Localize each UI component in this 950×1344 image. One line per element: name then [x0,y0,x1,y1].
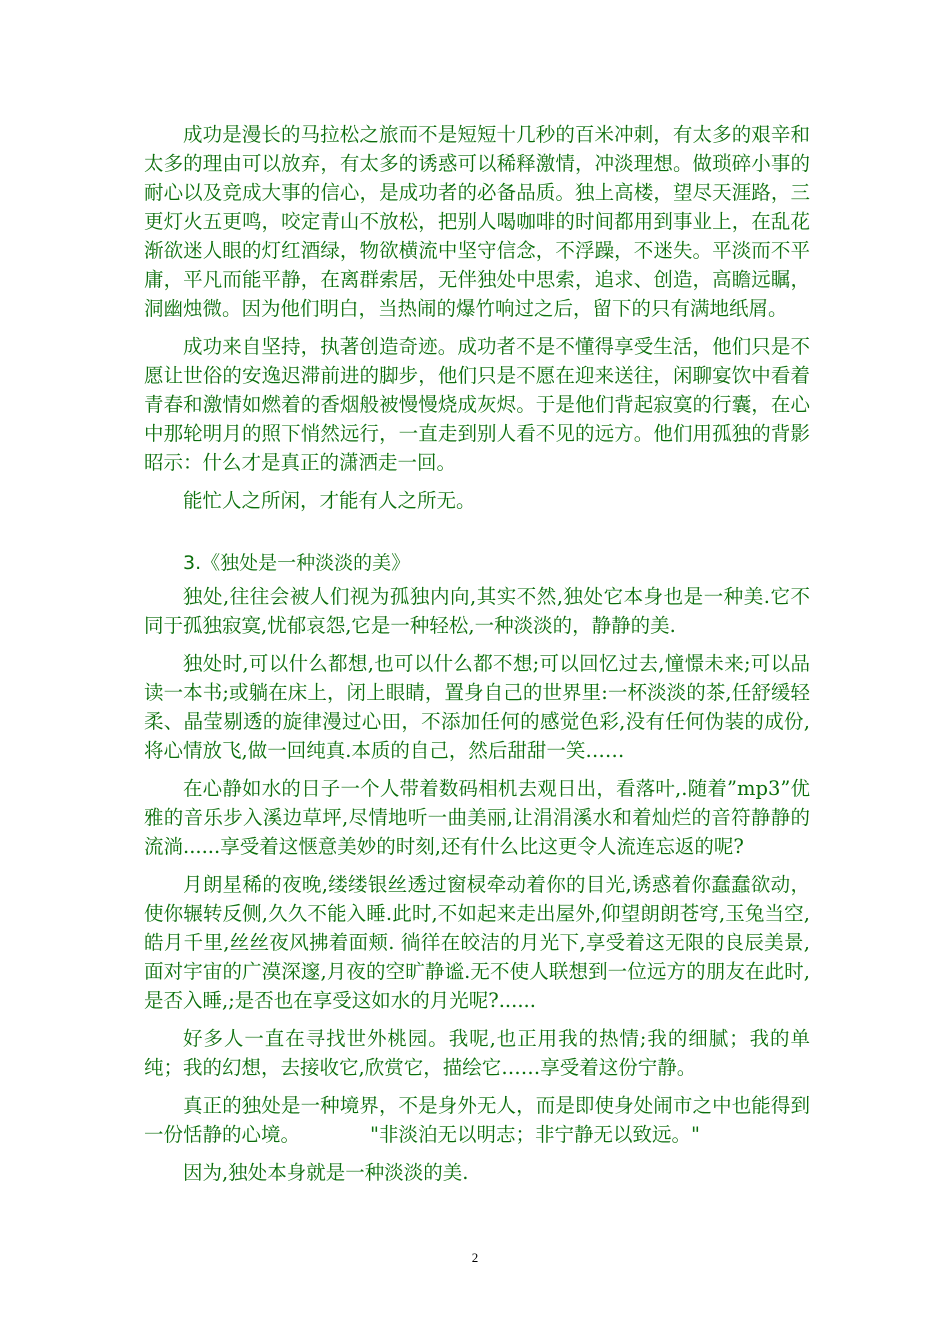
page-number: 2 [471,1250,479,1265]
paragraph-solitude-intro: 独处,往往会被人们视为孤独内向,其实不然,独处它本身也是一种美.它不同于孤独寂寞,忧郁哀怨,它是一种轻松,一种淡淡的，静静的美. [144,585,810,637]
paragraph-true-solitude [144,1091,810,1149]
paragraph-success-persistence: 成功来自坚持，执著创造奇迹。成功者不是不懂得享受生活，他们只是不愿让世俗的安逸迟滞前进的脚步，他们只是不愿在迎来送往，闲聊宴饮中看着青春和激情如燃着的香烟般被慢慢烧成灰烬。于是他们背起寂寞的行囊，在心中那轮明月的照下悄然远行，一直走到别人看不见的远方。他们用孤独的背影昭示：什么才是真正的潇洒走一回。 [144,335,810,474]
document-body [144,120,810,1196]
paragraph-solitude-thoughts: 独处时,可以什么都想,也可以什么都不想;可以回忆过去,憧憬未来;可以品读一本书;或躺在床上，闭上眼睛，置身自己的世界里:一杯淡淡的茶,任舒缓轻柔、晶莹剔透的旋律漫过心田，不添加任何的感觉色彩,没有任何伪装的成份,将心情放飞,做一回纯真.本质的自己，然后甜甜一笑…… [144,652,810,762]
paragraph-moonlit-night: 月朗星稀的夜晚,缕缕银丝透过窗棂牵动着你的目光,诱惑着你蠢蠢欲动，使你辗转反侧,久久不能入睡.此时,不如起来走出屋外,仰望朗朗苍穹,玉兔当空,皓月千里,丝丝夜风拂着面颊. 徜徉在皎洁的月光下,享受着这无限的良辰美景,面对宇宙的广漠深邃,月夜的空旷静谧.无不使人联想到一位远方的朋友在此时,是否入睡,;是否也在享受这如水的月光呢?...... [144,873,810,1012]
paragraph-true-solitude-text: 真正的独处是一种境界，不是身外无人，而是即使身处闹市之中也能得到一份恬静的心境。 [144,1094,810,1146]
paragraph-peach-garden: 好多人一直在寻找世外桃园。我呢,也正用我的热情;我的细腻；我的单纯；我的幻想，去接收它,欣赏它，描绘它……享受着这份宁静。 [144,1027,810,1079]
paragraph-busy-idle: 能忙人之所闲，才能有人之所无。 [183,489,476,512]
quote-text: "非淡泊无以明志；非宁静无以致远。" [370,1123,700,1146]
paragraph-success-marathon: 成功是漫长的马拉松之旅而不是短短十几秒的百米冲刺，有太多的艰辛和太多的理由可以放弃，有太多的诱惑可以稀释激情，冲淡理想。做琐碎小事的耐心以及竞成大事的信心，是成功者的必备品质。独上高楼，望尽天涯路，三更灯火五更鸣，咬定青山不放松，把别人喝咖啡的时间都用到事业上，在乱花渐欲迷人眼的灯红酒绿，物欲横流中坚守信念，不浮躁，不迷失。平淡而不平庸，平凡而能平静，在离群索居，无伴独处中思索，追求、创造，高瞻远瞩，洞幽烛微。因为他们明白，当热闹的爆竹响过之后，留下的只有满地纸屑。 [144,123,810,320]
paragraph-conclusion: 因为,独处本身就是一种淡淡的美. [183,1161,469,1184]
section-title: 3.《独处是一种淡淡的美》 [183,552,411,574]
paragraph-calm-days: 在心静如水的日子一个人带着数码相机去观日出，看落叶,.随着”mp3”优雅的音乐步入溪边草坪,尽情地听一曲美丽,让涓涓溪水和着灿烂的音符静静的流淌......享受着这惬意美妙的时刻,还有什么比这更令人流连忘返的呢? [144,777,810,858]
